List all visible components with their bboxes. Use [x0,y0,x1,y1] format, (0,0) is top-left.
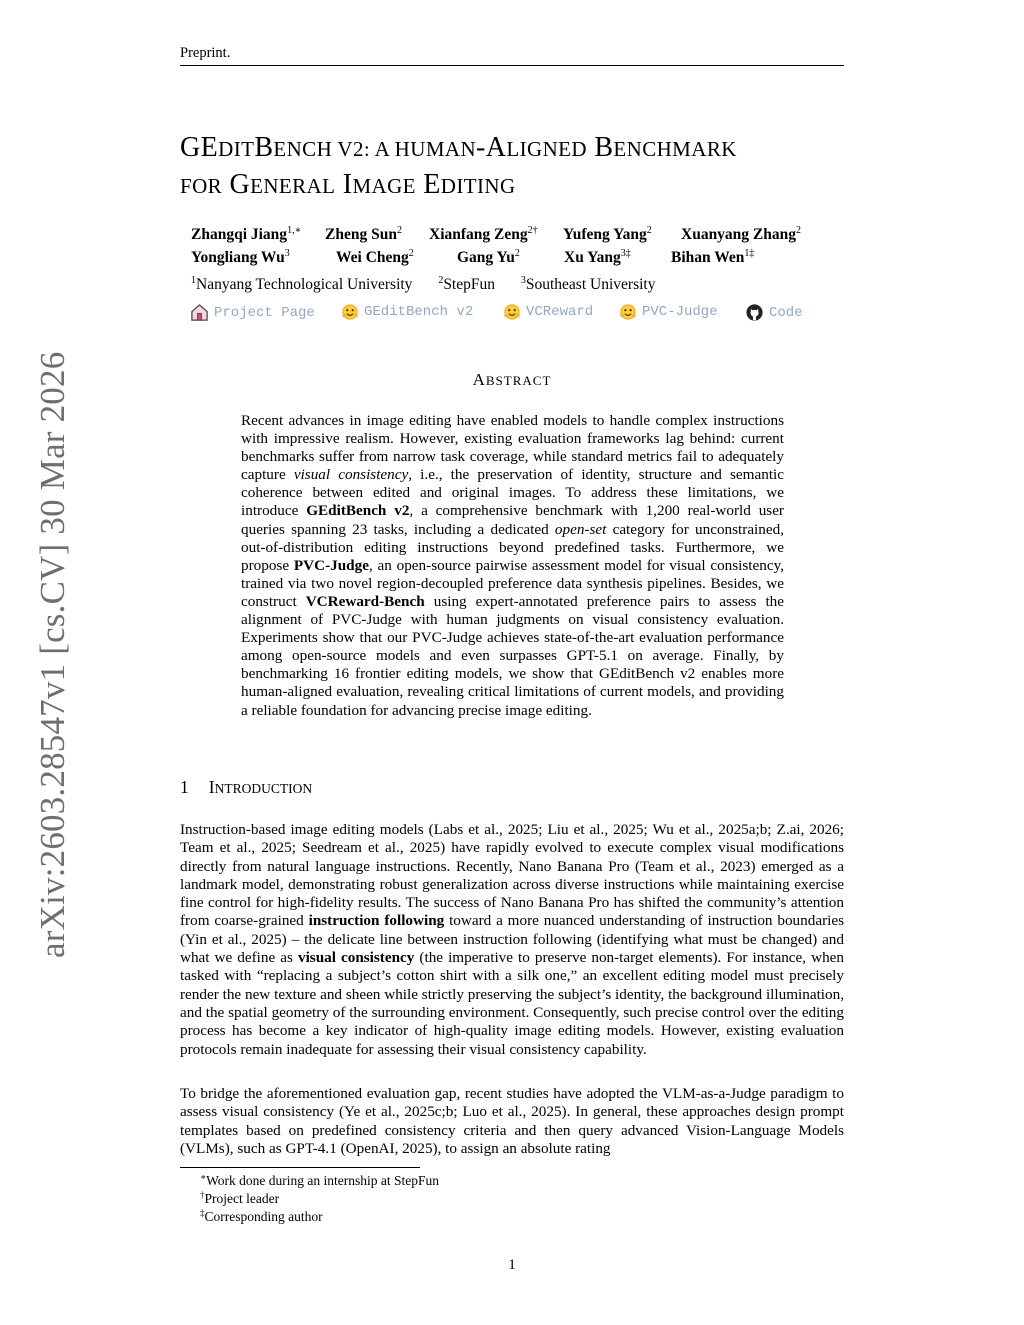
affiliation-list [191,276,677,294]
code-link[interactable] [745,303,803,322]
running-head: Preprint. [180,45,231,61]
author: Yongliang Wu$^3$ [191,248,290,266]
vcreward-label: VCReward [526,304,594,320]
affiliation: $^1$Nanyang Technological University [191,275,413,293]
author: Xianfang Zeng$^{2\dagger}$ [429,225,538,243]
author: Bihan Wen$^{1\ddagger}$ [671,248,755,266]
footnote: ‡Corresponding author [200,1208,323,1224]
author: Zhangqi Jiang$^{1,∗}$ [191,225,302,243]
title-segment: B [254,132,274,163]
affiliation: $^3$Southeast University [520,275,656,293]
author: Yufeng Yang$^2$ [563,225,652,243]
code-label: Code [769,304,803,321]
footnotes [200,1172,439,1226]
title-segment: DITING [440,174,516,198]
title-segment: V2: A H [332,137,411,161]
abstract-body [241,412,784,720]
title-segment: I [335,169,353,200]
hugging-face-icon [619,303,637,321]
github-icon [745,303,764,322]
project-page-link[interactable] [190,303,315,322]
paper-title [180,130,860,204]
title-segment: E [415,169,441,200]
title-segment: GE [180,132,219,163]
title-line-2 [180,167,860,204]
footnote: †Project leader [200,1190,280,1206]
arxiv-stamp: arXiv:2603.28547v1 [cs.CV] 30 Mar 2026 [33,351,72,958]
title-line-1 [180,130,860,167]
pvc-judge-label: PVC-Judge [642,304,718,320]
home-icon [190,303,209,322]
title-segment: UMAN [410,137,477,161]
author: Xu Yang$^{3\ddagger}$ [564,248,631,266]
title-segment: -A [476,132,507,163]
author: Zheng Sun$^2$ [325,225,402,243]
header-rule [180,65,844,66]
affiliation: $^2$StepFun [438,275,495,293]
intro-paragraph-2: To bridge the aforementioned evaluation gap, recent studies have adopted the VLM-as-a-Judge paradigm to assess visual consistency (Ye et al., 2025c;b; Luo et al., 2025). In general, these approaches design prompt templates based on predefined consistency criteria and then query advanced Vision-Language Models (VLMs), such as GPT-4.1 (OpenAI, 2025), to assign an absolute rating [180,1085,844,1157]
footnote-rule [180,1167,420,1168]
hugging-face-icon [341,303,359,321]
intro-paragraph-1: Instruction-based image editing models (Labs et al., 2025; Liu et al., 2025; Wu et al., 2025a;b; Z.ai, 2026; Team et al., 2025; Seedream et al., 2025) have rapidly evolved to execute complex visual modifications directly from natural language instructions. Recently, Nano Banana Pro (Team et al., 2023) emerged as a landmark model, demonstrating robust generalization across diverse instructions while maintaining exercise fine control for high-fidelity results. The success of Nano Banana Pro has shifted the community’s attention from coarse-grained instruction following toward a more nuanced understanding of instruction boundaries (Yin et al., 2025) – the delicate line between instruction following (identifying what must be changed) and what we define as visual consistency (the imperative to preserve non-target elements). For instance, when tasked with “replacing a subject’s cotton shirt with a silk one,” an excellent editing model must precisely render the new texture and sheen while strictly preserving the subject’s identity, the background illumination, and the spatial geometry of the surrounding environment. Consequently, such precise control over the editing process has become a key indicator of high-quality image editing models. However, existing evaluation protocols remain inadequate for assessing their visual consistency capability. [180,821,844,1058]
abstract-heading: ABSTRACT [472,370,552,389]
title-segment: DIT [218,137,255,161]
pvc-judge-link[interactable] [619,303,718,321]
page-number: 1 [508,1257,516,1273]
abstract-paragraph: Recent advances in image editing have enabled models to handle complex instructions with impressive realism. However, existing evaluation frameworks lag behind: current benchmarks suffer from narrow task coverage, while standard metrics fail to adequately capture visual consistency, i.e., the preservation of identity, structure and semantic coherence between edited and original images. To address these limitations, we introduce GEditBench v2, a comprehensive benchmark with 1,200 real-world user queries spanning 23 tasks, including a dedicated open-set category for unconstrained, out-of-distribution editing instructions beyond predefined tasks. Furthermore, we propose PVC-Judge, an open-source pairwise assessment model for visual consistency, trained via two novel region-decoupled preference data synthesis pipelines. Besides, we construct VCReward-Bench using expert-annotated preference pairs to assess the alignment of PVC-Judge with human judgments on visual consistency evaluation. Experiments show that our PVC-Judge achieves state-of-the-art evaluation performance among open-source models and even surpasses GPT-5.1 on average. Finally, by benchmarking 16 frontier editing models, we show that GEditBench v2 enables more human-aligned evaluation, revealing critical limitations of current models, and providing a reliable foundation for advancing precise image editing. [241,412,785,719]
title-segment: LIGNED [506,137,587,161]
author: Wei Cheng$^2$ [336,248,414,266]
vcreward-link[interactable] [503,303,593,321]
section-heading-introduction: 1 INTRODUCTION [180,777,313,797]
title-segment: FOR [180,174,223,198]
title-segment: G [222,169,251,200]
author: Gang Yu$^2$ [457,248,520,266]
geditbench-label: GEditBench v2 [364,304,474,320]
title-segment: B [586,132,614,163]
title-segment: MAGE [352,174,416,198]
project-page-label: Project Page [214,304,315,321]
hugging-face-icon [503,303,521,321]
title-segment: ENCH [273,137,333,161]
footnote: ∗Work done during an internship at StepFun [200,1172,440,1188]
geditbench-link[interactable] [341,303,473,321]
title-segment: ENERAL [250,174,336,198]
title-segment: ENCHMARK [613,137,737,161]
author: Xuanyang Zhang$^2$ [681,225,802,243]
